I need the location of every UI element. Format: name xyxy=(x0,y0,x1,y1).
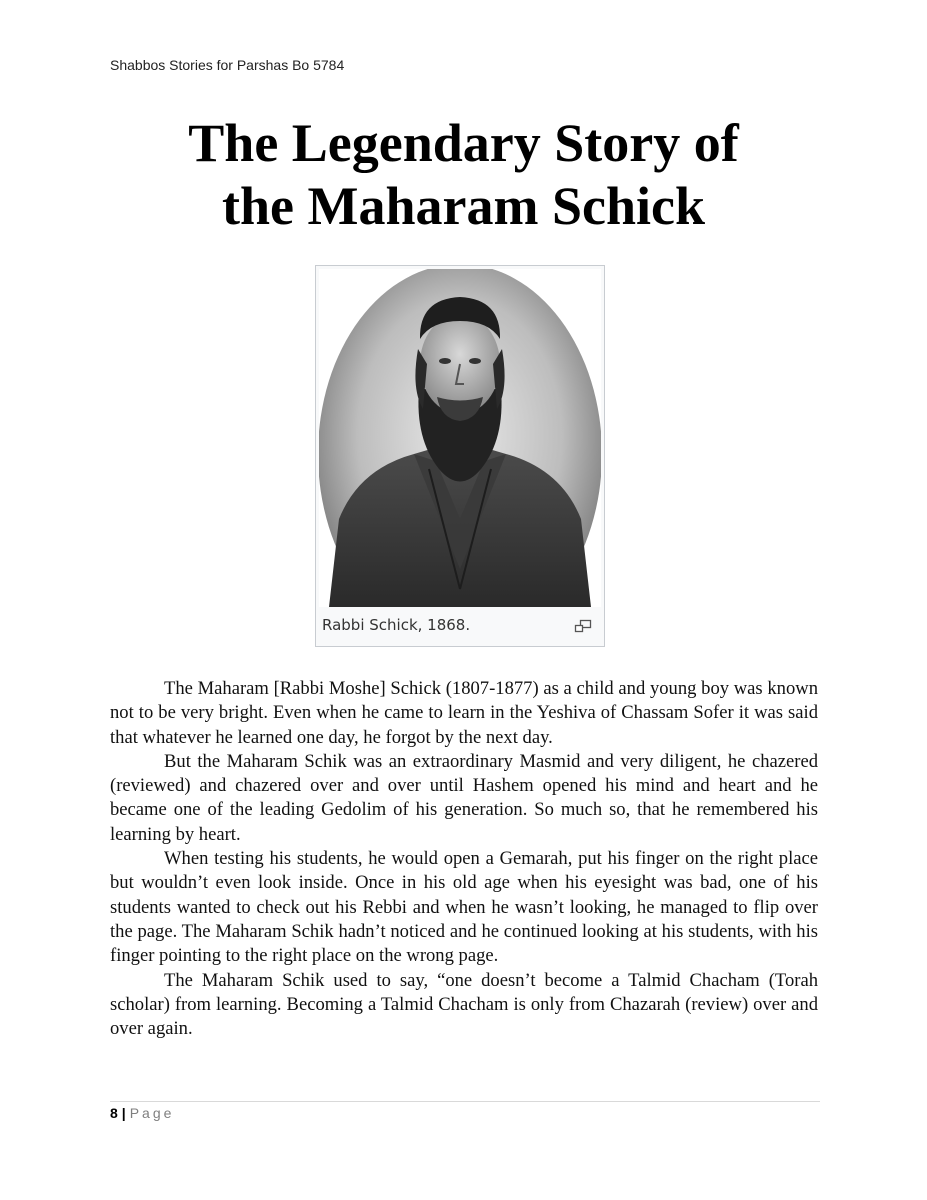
caption-row xyxy=(316,608,604,646)
page-label: Page xyxy=(129,1105,175,1121)
title-line-1: The Legendary Story of xyxy=(188,113,739,173)
paragraph: When testing his students, he would open a Gemarah, put his finger on the right place but wouldn’t even look inside. Once in his old age when his eyesight was bad, one of his students wanted to check out his Rebbi and when he wasn’t looking, he managed to flip over the page. The Maharam Schik hadn’t noticed and he continued looking at his students, with his finger pointing to the right place on the wrong page. xyxy=(110,848,818,967)
footer-separator: | xyxy=(121,1105,126,1121)
figure-caption: Rabbi Schick, 1868. xyxy=(322,616,471,634)
enlarge-icon[interactable] xyxy=(574,619,592,633)
portrait-figure xyxy=(315,265,605,647)
footer-divider xyxy=(110,1101,820,1102)
article-body xyxy=(110,677,818,1041)
page-number: 8 xyxy=(110,1105,118,1121)
page-title xyxy=(0,112,927,238)
paragraph: The Maharam [Rabbi Moshe] Schick (1807-1877) as a child and young boy was known not to be very bright. Even when he came to learn in the Yeshiva of Chassam Sofer it was said that whatever he learned one day, he forgot by the next day. xyxy=(110,678,818,748)
page-footer xyxy=(110,1105,174,1121)
paragraph: The Maharam Schik used to say, “one doesn’t become a Talmid Chacham (Torah scholar) from learning. Becoming a Talmid Chacham is only from Chazarah (review) over and over again. xyxy=(110,969,818,1040)
title-line-2: the Maharam Schick xyxy=(222,176,705,236)
running-header: Shabbos Stories for Parshas Bo 5784 xyxy=(110,57,345,73)
portrait-photo xyxy=(319,269,601,607)
paragraph: But the Maharam Schik was an extraordinary Masmid and very diligent, he chazered (reviewed) and chazered over and over until Hashem opened his mind and heart and he became one of the leading Gedolim of his generation. So much so, that he remembered his learning by heart. xyxy=(110,750,818,845)
